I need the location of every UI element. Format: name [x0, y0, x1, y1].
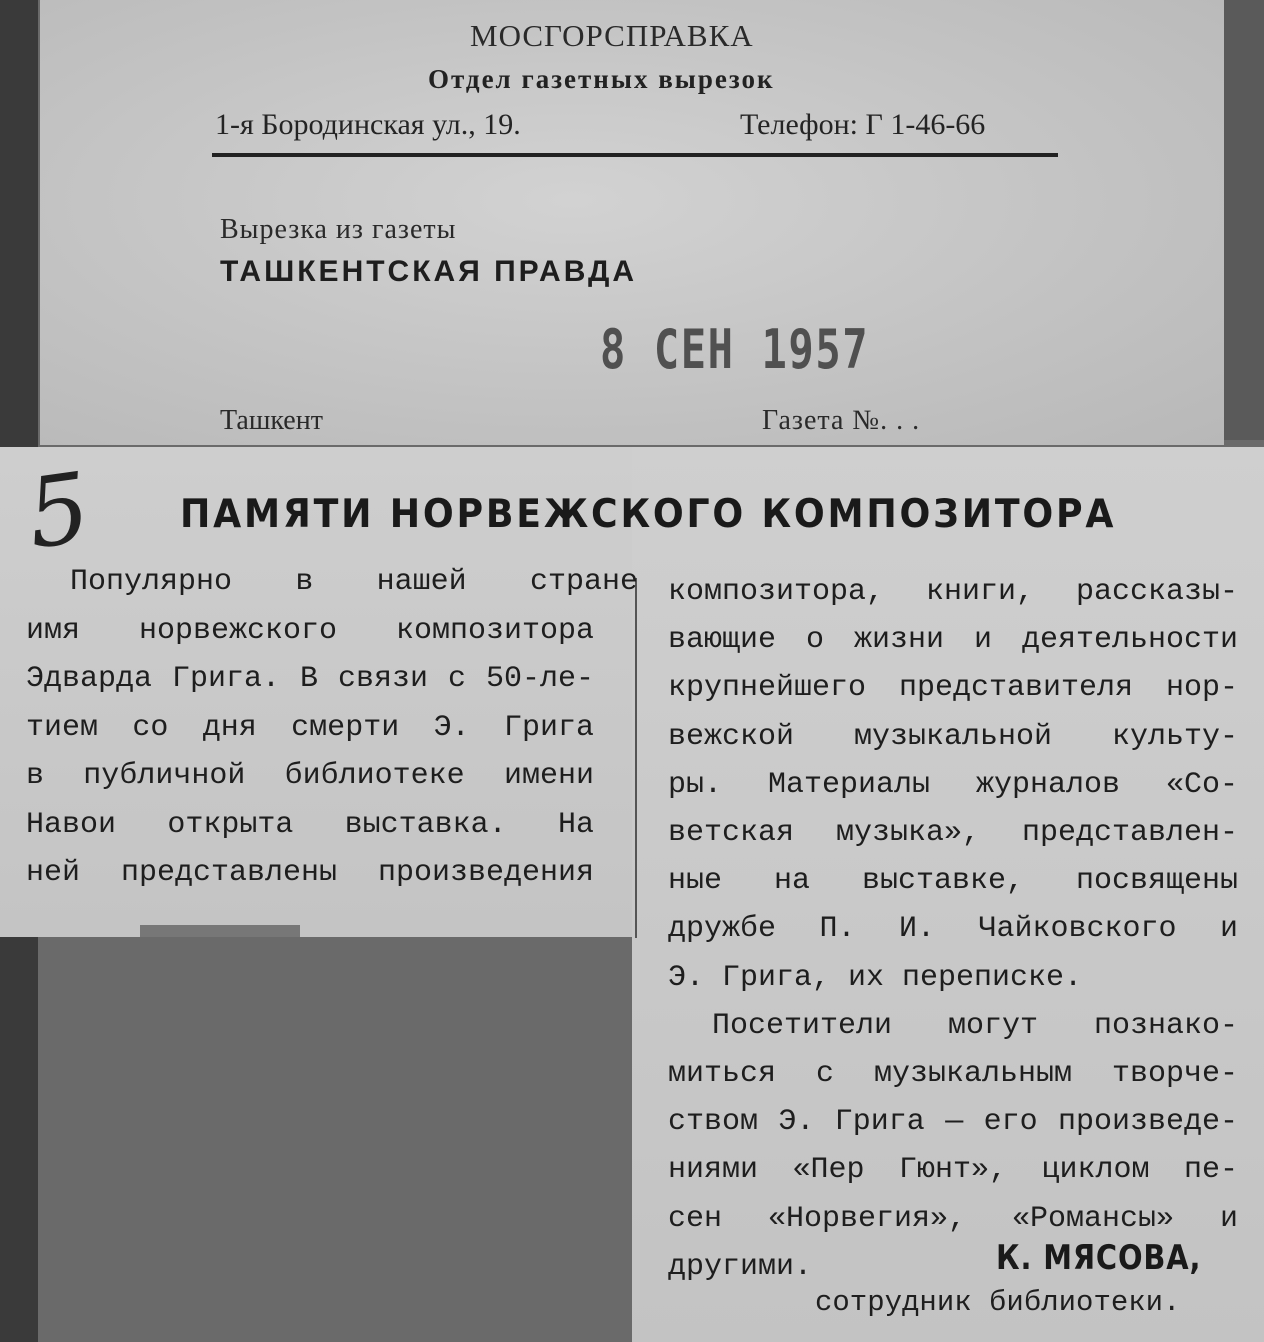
paper-number-label: Газета №. . . — [762, 405, 921, 436]
article-line: ры. Материалы журналов «Со- — [668, 767, 1238, 802]
article-line: тием со дня смерти Э. Грига — [26, 710, 594, 745]
article-line: Популярно в нашей стране — [70, 565, 638, 599]
cut-off-text-fragment — [140, 925, 300, 937]
article-line: Э. Грига, их переписке. — [668, 960, 1083, 995]
background-right-strip — [1224, 0, 1264, 440]
article-line: имя норвежского композитора — [26, 613, 594, 648]
article-line: вежской музыкальной культу- — [668, 719, 1238, 754]
article-line: Посетители могут познако- — [712, 1008, 1238, 1043]
article-line: миться с музыкальным творче- — [668, 1057, 1238, 1091]
handwritten-number: 5 — [20, 451, 97, 571]
header-divider — [212, 153, 1058, 157]
article-line: ные на выставке, посвящены — [668, 864, 1238, 899]
article-line: ней представлены произведения — [26, 856, 594, 890]
article-author: К. МЯСОВА, — [996, 1238, 1202, 1278]
article-line: вающие о жизни и деятельности — [668, 623, 1238, 658]
article-line: ниями «Пер Гюнт», циклом пе- — [668, 1153, 1238, 1188]
column-divider — [635, 578, 637, 938]
article-line: дружбе П. И. Чайковского и — [668, 912, 1238, 947]
service-address: 1-я Бородинская ул., 19. — [215, 108, 521, 141]
cut-label: Вырезка из газеты — [220, 214, 457, 245]
city-label: Ташкент — [220, 405, 323, 436]
service-phone: Телефон: Г 1-46-66 — [740, 108, 986, 141]
article-line: Эдварда Грига. В связи с 50-ле- — [26, 662, 594, 696]
date-stamp: 8 СЕН 1957 — [600, 318, 870, 381]
newspaper-name: ТАШКЕНТСКАЯ ПРАВДА — [220, 255, 638, 288]
service-title: МОСГОРСПРАВКА — [470, 18, 754, 53]
department-name: Отдел газетных вырезок — [428, 64, 775, 94]
article-line: Навои открыта выставка. На — [26, 807, 594, 842]
article-line: ветская музыка», представлен- — [668, 816, 1238, 850]
article-line: ством Э. Грига — его произведе- — [668, 1105, 1238, 1140]
article-line: в публичной библиотеке имени — [26, 759, 594, 793]
article-headline: ПАМЯТИ НОРВЕЖСКОГО КОМПОЗИТОРА — [180, 492, 1117, 537]
article-line: сен «Норвегия», «Романсы» и — [668, 1201, 1238, 1236]
article-line: крупнейшего представителя нор- — [668, 671, 1238, 706]
author-role: сотрудник библиотеки. — [815, 1286, 1181, 1319]
article-line: композитора, книги, рассказы- — [668, 575, 1238, 609]
article-line: другими. — [668, 1249, 813, 1284]
